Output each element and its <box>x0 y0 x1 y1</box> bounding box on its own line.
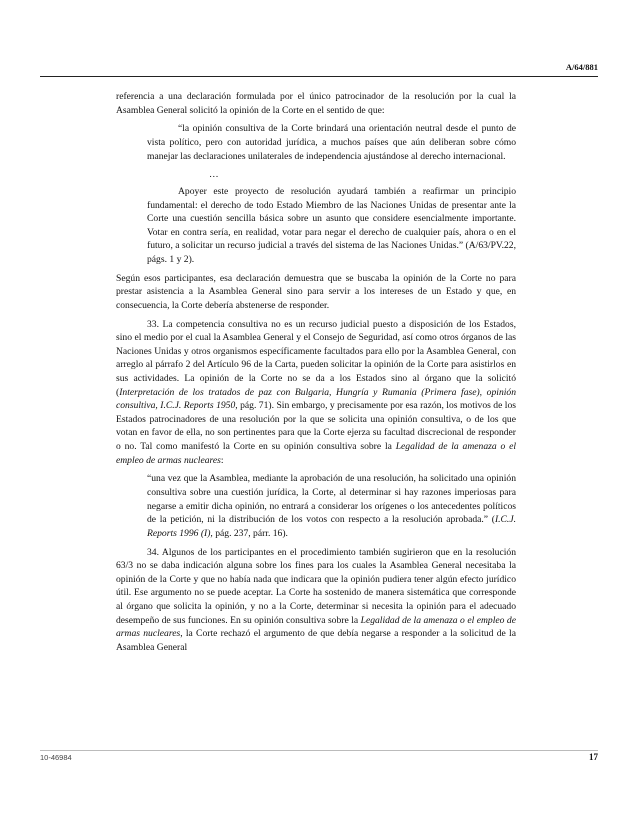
paragraph-34 <box>116 546 516 655</box>
quote-3-text-a: “una vez que la Asamblea, mediante la aprobación de una resolución, ha solicitado una opinión consultiva sobre una cuestión jurídica, la Corte, al determinar si hay razones imperiosas para negarse a emitir dicha opinión, no entrará a considerar los orígenes o los antecedentes políticos de la petición, ni la distribución de los votos con respecto a la resolución aprobada.” ( <box>147 473 516 526</box>
paragraph-intro: referencia a una declaración formulada por el único patrocinador de la resolución por la cual la Asamblea General solicitó la opinión de la Corte en el sentido de que: <box>116 91 516 116</box>
paragraph-33 <box>116 318 516 468</box>
header-rule <box>40 76 598 77</box>
page-number: 17 <box>589 752 598 762</box>
quote-3-citation: I.C.J. Reports 1996 (I), <box>147 514 516 539</box>
block-quote-1 <box>147 122 516 266</box>
paragraph-34-text-a: 34. Algunos de los participantes en el procedimiento también sugirieron que en la resolución 63/3 no se daba indicación alguna sobre los fines para los cuales la Asamblea General necesitaba la opinión de la Corte y que no había nada que indicara que la opinión pudiera tener algún efecto jurídico útil. Ese argumento no se puede aceptar. La Corte ha sostenido de manera sistemática que corresponde al órgano que solicita la opinión, y no a la Corte, determinar si necesita la opinión para el adecuado desempeño de sus funciones. En su opinión consultiva sobre la <box>116 546 516 626</box>
quote-ellipsis: … <box>209 169 219 181</box>
paragraph-33-opinion-title: Legalidad de la amenaza o el empleo de armas nucleares <box>116 441 516 466</box>
paragraph-34-opinion-title: Legalidad de la amenaza o el empleo de armas nucleares <box>116 614 516 640</box>
paragraph-34-text-b: , la Corte rechazó el argumento de que debía negarse a responder a la solicitud de la Asamblea General <box>116 628 516 653</box>
document-symbol: A/64/881 <box>565 62 598 72</box>
block-quote-2 <box>147 472 516 540</box>
paragraph-33-text-c: : <box>220 454 224 466</box>
paragraph-33-case-citation: Interpretación de los tratados de paz con Bulgaria, Hungría y Rumania (Primera fase), opinión consultiva, I.C.J. Reports 1950 <box>116 386 516 412</box>
quote-paragraph-2: Apoyer este proyecto de resolución ayudará también a reafirmar un principio fundamental: el derecho de todo Estado Miembro de las Naciones Unidas de presentar ante la Corte una cuestión sencilla básica sobre un asunto que considere esencialmente importante. Votar en contra sería, en realidad, votar para negar el derecho de cualquier país, ahora o en el futuro, a solicitar un recurso judicial a través del sistema de las Naciones Unidas.” (A/63/PV.22, págs. 1 y 2). <box>147 185 516 265</box>
paragraph-33-text-a: 33. La competencia consultiva no es un recurso judicial puesto a disposición de los Estados, sino el medio por el cual la Asamblea General y el Consejo de Seguridad, así como otros órganos de las Naciones Unidas y otros organismos específicamente facultados para ello por la Asamblea General, con arreglo al párrafo 2 del Artículo 96 de la Carta, pueden solicitar la opinión de la Corte para asistirlos en sus actividades. La opinión de la Corte no se da a los Estados sino al órgano que la solicitó ( <box>116 318 516 398</box>
quote-paragraph-3 <box>147 472 516 540</box>
footer-rule <box>40 750 598 751</box>
paragraph-conclusion: Según esos participantes, esa declaración demuestra que se buscaba la opinión de la Corte no para prestar asistencia a la Asamblea General sino para servir a los intereses de un Estado y que, en consecuencia, la Corte debería abstenerse de responder. <box>116 272 516 311</box>
document-number: 10-46984 <box>40 753 72 762</box>
document-body <box>116 90 516 659</box>
paragraph-33-text-b: , pág. 71). Sin embargo, y precisamente por esa razón, los motivos de los Estados patrocinadores de una resolución por la que se solicita una opinión consultiva, o de los que votan en favor de ella, no son pertinentes para que la Corte ejerza su facultad discrecional de responder o no. Tal como manifestó la Corte en su opinión consultiva sobre la <box>116 400 516 452</box>
quote-paragraph-1: “la opinión consultiva de la Corte brindará una orientación neutral desde el punto de vista político, pero con autoridad jurídica, a muchos países que aún deliberan sobre cómo manejar las declaraciones unilaterales de independencia ajustándose al derecho internacional. <box>147 123 516 162</box>
quote-3-text-b: pág. 237, párr. 16). <box>212 527 288 539</box>
